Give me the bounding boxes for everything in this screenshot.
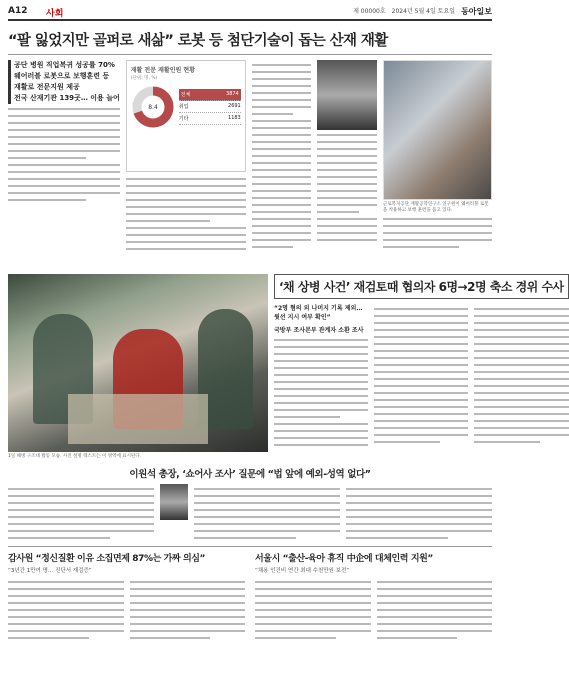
article-column	[374, 304, 468, 451]
third-story-headline: 이원석 총장, ‘쇼어사 조사’ 질문에 “법 앞에 예외-성역 없다”	[129, 469, 371, 480]
donut-chart	[131, 85, 241, 129]
subhead: 국방부 조사본부 관계자 소환 조사	[274, 327, 364, 334]
seoul-subhead: “채용 인건비 연간 최대 수천만원 보전”	[255, 568, 350, 574]
figure-legend	[179, 89, 241, 125]
robot-photo-column	[383, 60, 492, 270]
article-column	[474, 304, 568, 451]
article-text	[317, 134, 377, 241]
article-text	[252, 64, 311, 248]
page-header	[8, 6, 492, 21]
second-story-columns	[274, 304, 569, 451]
article-text	[346, 488, 492, 539]
article-column	[252, 60, 311, 270]
article-text	[255, 581, 371, 644]
legend-row: 기타 1183	[179, 113, 241, 125]
photo-caption: 1일 해병 구조대 활동 모습. 사진 설명 텍스트는 이 영역에 표시된다.	[8, 454, 142, 459]
article-column	[346, 484, 492, 544]
legend-row: 취업 2691	[179, 101, 241, 113]
top-story-headline: “팔 잃었지만 골퍼로 새삶” 로봇 등 첨단기술이 돕는 산재 재활	[8, 33, 388, 49]
seoul-story	[255, 551, 492, 644]
paper-name: 동아일보	[461, 7, 492, 16]
legend-row: 전체 3874	[179, 89, 241, 101]
prosecutor-portrait	[160, 484, 188, 520]
figure-column	[126, 60, 246, 270]
audit-story	[8, 551, 245, 644]
article-text	[377, 581, 493, 644]
second-story	[8, 274, 564, 460]
second-story-headline: ‘채 상병 사건’ 재검토때 협의자 6명→2명 축소 경위 수사	[279, 280, 564, 294]
donut-center-value: 8.4	[147, 104, 158, 111]
article-text	[126, 178, 246, 250]
figure-title: 재활 전문 재활인원 현황	[130, 67, 195, 74]
top-story-body	[8, 60, 492, 270]
divider	[8, 54, 492, 55]
divider	[8, 546, 492, 547]
photo-caption: 근로복지공단 재활공학연구소 연구원이 웨어러블 로봇을 착용하고 보행 훈련을 돕고 있다.	[382, 202, 489, 213]
issue-number: 제 00000호	[353, 8, 386, 15]
header-meta	[353, 6, 492, 17]
bottom-stories	[8, 551, 492, 644]
second-story-body	[274, 274, 569, 460]
section-label: 사회	[46, 9, 64, 19]
third-story-body	[8, 484, 492, 544]
article-column	[8, 484, 154, 544]
seoul-headline: 서울시 “출산-육아 휴직 中企에 대체인력 지원”	[255, 554, 433, 564]
article-text	[8, 108, 120, 201]
robot-rehab-photo	[383, 60, 492, 200]
article-text	[8, 581, 124, 644]
page-number: A12	[8, 6, 28, 16]
second-story-headline-box	[274, 274, 569, 299]
figure-subtitle: (단위: 명, %)	[130, 76, 158, 81]
article-column	[194, 484, 340, 544]
article-text	[130, 581, 246, 644]
subhead: 재활로 전문지원 제공	[14, 83, 80, 91]
article-text	[274, 339, 368, 446]
article-text	[8, 488, 154, 539]
article-text	[194, 488, 340, 539]
article-text	[474, 308, 568, 443]
audit-subhead: “3년간 1만여 명… 진단서 재검증”	[8, 568, 92, 574]
second-story-photo-wrap	[8, 274, 268, 460]
subhead: “2명 혐의 외 나머지 기록 제외… 윗선 지시 여부 확인”	[274, 305, 363, 321]
portrait-photo	[317, 60, 377, 130]
article-text	[383, 218, 492, 248]
article-text	[374, 308, 468, 443]
portrait-column	[317, 60, 377, 270]
top-story-lead	[8, 60, 120, 270]
subhead: 웨어러블 로봇으로 보행훈련 등	[14, 72, 110, 80]
article-column	[274, 304, 368, 451]
audit-headline: 감사원 “정신질환 이유 소집면제 87%는 가짜 의심”	[8, 554, 206, 564]
subhead: 전국 산재기관 139곳… 이용 늘어	[14, 94, 120, 102]
top-story-subheads	[8, 60, 120, 104]
issue-date: 2024년 5월 4일 토요일	[391, 8, 456, 15]
seoul-columns	[255, 577, 492, 644]
donut-graphic	[131, 85, 175, 129]
info-graphic	[126, 60, 246, 172]
audit-columns	[8, 577, 245, 644]
marine-photo	[8, 274, 268, 452]
subhead: 공단 병원 직업복귀 성공률 70%	[14, 61, 115, 69]
